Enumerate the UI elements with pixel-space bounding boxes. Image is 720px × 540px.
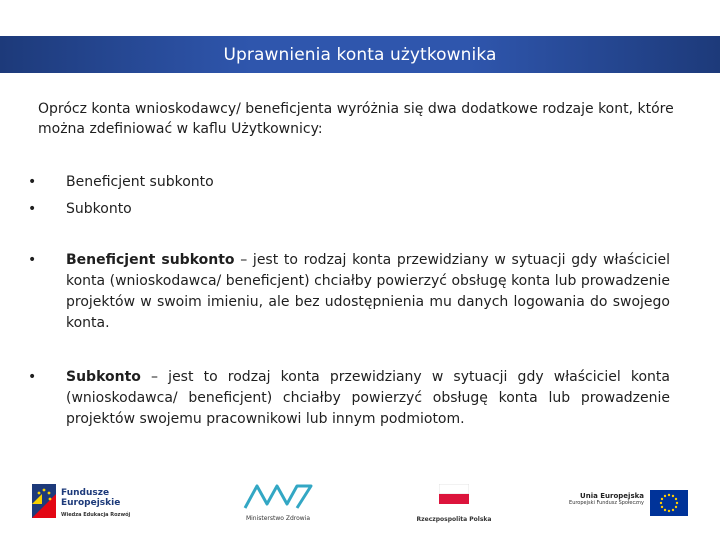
fe-label-line2: Europejskie: [61, 498, 121, 508]
definition-text: – jest to rodzaj konta przewidziany w sytuacji gdy właściciel konta (wnioskodawca/ beneficjent) chciałby powierzyć obsługę konta lub prowadzenie projektów swojemu pracownikowi lub innym podmiotom.: [66, 369, 670, 427]
footer-logos: [0, 472, 720, 532]
mz-wave-icon: [241, 480, 315, 512]
eu-flag-icon: [650, 490, 688, 516]
intro-paragraph: Oprócz konta wnioskodawcy/ beneficjenta wyróżnia się dwa dodatkowe rodzaje kont, które można zdefiniować w kaflu Użytkownicy:: [38, 101, 674, 137]
mz-label: Ministerstwo Zdrowia: [245, 515, 311, 522]
list-item: [28, 367, 670, 430]
list-item: [28, 199, 670, 220]
ministerstwo-zdrowia-logo: [238, 480, 318, 526]
bullet-icon: •: [28, 252, 37, 268]
ue-label: Unia Europejska: [580, 492, 644, 500]
unia-europejska-logo: [562, 488, 690, 522]
polish-flag-icon: [439, 484, 469, 504]
ue-sub-label: Europejski Fundusz Społeczny: [569, 500, 644, 506]
fe-label-line1: Fundusze: [61, 488, 110, 498]
fundusze-europejskie-logo: [32, 482, 152, 522]
slide-title: Uprawnienia konta użytkownika: [223, 44, 497, 65]
definition-term: Subkonto: [66, 369, 141, 385]
definition-text: – jest to rodzaj konta przewidziany w sytuacji gdy właściciel konta (wnioskodawca/ beneficjent) chciałby powierzyć obsługę konta lub prowadzenie projektów w swoim imieniu, ale bez udostępnienia mu danych logowania do swojego konta.: [66, 252, 670, 331]
list-item: [28, 172, 670, 193]
rzeczpospolita-polska-logo: [412, 482, 496, 526]
list-item-text: Subkonto: [66, 201, 132, 217]
fe-sub-label: Wiedza Edukacja Rozwój: [61, 512, 131, 518]
bullet-icon: •: [28, 174, 37, 190]
definition-subkonto: [28, 367, 670, 430]
rp-label: Rzeczpospolita Polska: [416, 516, 492, 523]
bullet-icon: •: [28, 369, 37, 385]
short-list: [28, 172, 670, 226]
list-item: [28, 250, 670, 334]
definition-term: Beneficjent subkonto: [66, 252, 235, 268]
definition-beneficjent-subkonto: [28, 250, 670, 334]
fe-stars-icon: [32, 484, 56, 518]
list-item-text: Beneficjent subkonto: [66, 174, 214, 190]
title-bar: [0, 36, 720, 73]
bullet-icon: •: [28, 201, 37, 217]
